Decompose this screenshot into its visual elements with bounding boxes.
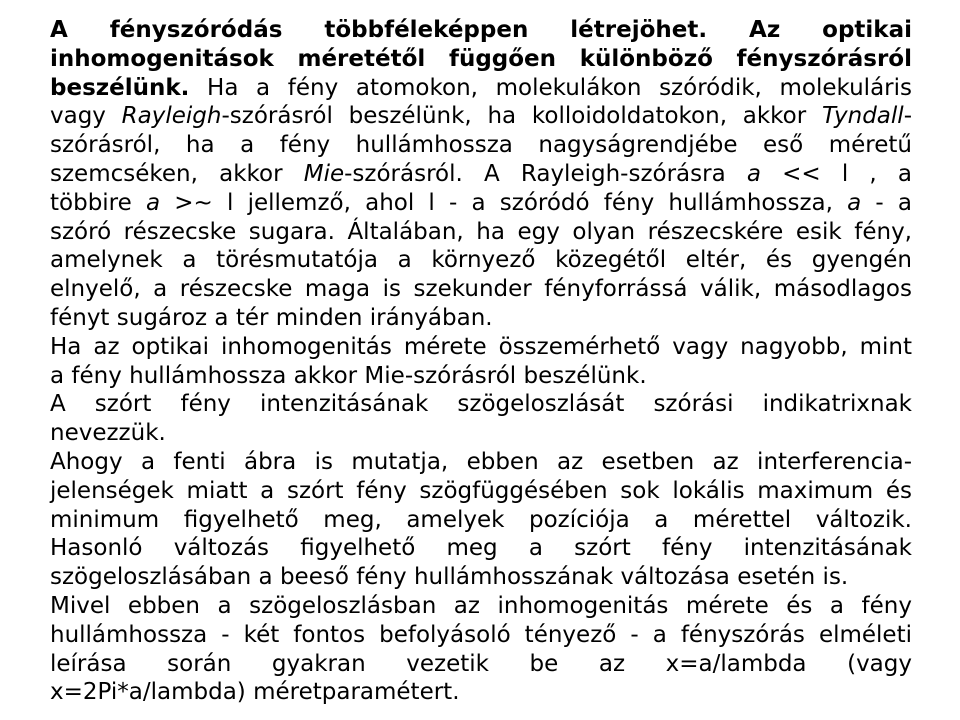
italic-text-segment: a bbox=[847, 189, 862, 216]
text-line bbox=[50, 506, 912, 535]
text-line bbox=[50, 74, 912, 103]
text-line bbox=[50, 419, 912, 448]
text-segment: elnyelő, a részecske maga is szekunder fényforrássá válik, másodlagos bbox=[50, 276, 912, 303]
text-segment: vagy bbox=[50, 103, 122, 130]
text-line bbox=[50, 477, 912, 506]
text-line bbox=[50, 218, 912, 247]
text-segment: A szórt fény intenzitásának szögeloszlását szórási indikatrixnak bbox=[50, 391, 912, 418]
text-segment: minimum figyelhető meg, amelyek pozíciója a mérettel változik. bbox=[50, 506, 912, 533]
italic-text-segment: Rayleigh bbox=[121, 103, 222, 130]
bold-text-segment: beszélünk. bbox=[50, 74, 190, 101]
paragraph bbox=[50, 448, 912, 592]
text-line bbox=[50, 189, 912, 218]
text-line bbox=[50, 621, 912, 650]
text-line bbox=[50, 16, 912, 45]
italic-text-segment: Mie bbox=[303, 160, 345, 187]
italic-text-segment: a bbox=[746, 160, 761, 187]
text-segment: hullámhossza - két fontos befolyásoló tényező - a fényszórás elméleti bbox=[50, 621, 912, 648]
paragraph bbox=[50, 390, 912, 448]
text-line bbox=[50, 275, 912, 304]
text-line bbox=[50, 678, 912, 707]
text-segment: Ha a fény atomokon, molekulákon szóródik, molekuláris bbox=[189, 74, 912, 101]
text-line bbox=[50, 592, 912, 621]
bold-text-segment: inhomogenitások méretétől függően különböző fényszórásról bbox=[50, 45, 912, 72]
text-line bbox=[50, 390, 912, 419]
text-segment: Mivel ebben a szögeloszlásban az inhomogenitás mérete és a fény bbox=[50, 592, 912, 619]
text-line bbox=[50, 45, 912, 74]
text-segment: >~ l jellemző, ahol l - a szóródó fény hullámhossza, bbox=[160, 189, 848, 216]
italic-text-segment: Tyndall bbox=[821, 103, 904, 130]
text-line bbox=[50, 102, 912, 131]
text-line bbox=[50, 131, 912, 160]
text-segment: -szórásról. A Rayleigh-szórásra bbox=[344, 160, 747, 187]
italic-text-segment: a bbox=[145, 189, 161, 216]
text-segment: szögeloszlásában a beeső fény hullámhosszának változása esetén is. bbox=[50, 564, 849, 591]
text-line bbox=[50, 246, 912, 275]
text-line bbox=[50, 304, 912, 333]
text-line bbox=[50, 362, 912, 391]
paragraph bbox=[50, 333, 912, 391]
text-segment: - a bbox=[861, 189, 913, 216]
text-segment: Ha az optikai inhomogenitás mérete összemérhető vagy nagyobb, mint bbox=[50, 333, 912, 360]
text-line bbox=[50, 563, 912, 592]
text-line bbox=[50, 333, 912, 362]
text-segment: -szórásról beszélünk, ha kolloidoldatokon, akkor bbox=[221, 103, 822, 130]
text-segment: szórásról, ha a fény hullámhossza nagyságrendjébe eső méretű bbox=[50, 132, 912, 159]
text-segment: fényt sugároz a tér minden irányában. bbox=[50, 304, 493, 331]
text-segment: x=2Pi*a/lambda) méretparamétert. bbox=[50, 679, 460, 706]
text-line bbox=[50, 160, 912, 189]
text-segment: - bbox=[903, 103, 912, 130]
text-segment: amelynek a törésmutatója a környező közegétől eltér, és gyengén bbox=[50, 247, 912, 274]
text-segment: szóró részecske sugara. Általában, ha egy olyan részecskére esik fény, bbox=[50, 218, 912, 245]
body-text bbox=[50, 16, 912, 707]
text-segment: leírása során gyakran vezetik be az x=a/lambda (vagy bbox=[50, 650, 912, 677]
text-line bbox=[50, 650, 912, 679]
text-segment: szemcséken, akkor bbox=[50, 160, 304, 187]
text-segment: a fény hullámhossza akkor Mie-szórásról beszélünk. bbox=[50, 362, 647, 389]
text-segment: Hasonló változás figyelhető meg a szórt fény intenzitásának bbox=[50, 535, 912, 562]
text-segment: többire bbox=[50, 189, 146, 216]
bold-text-segment: A fényszóródás többféleképpen létrejöhet. Az optikai bbox=[50, 17, 912, 43]
text-line bbox=[50, 534, 912, 563]
text-segment: Ahogy a fenti ábra is mutatja, ebben az esetben az interferencia- bbox=[50, 448, 912, 475]
text-segment: << l , a bbox=[760, 160, 912, 187]
text-segment: jelenségek miatt a szórt fény szögfüggésében sok lokális maximum és bbox=[50, 477, 912, 504]
text-line bbox=[50, 448, 912, 477]
paragraph bbox=[50, 16, 912, 333]
paragraph bbox=[50, 592, 912, 707]
text-segment: nevezzük. bbox=[50, 420, 166, 447]
